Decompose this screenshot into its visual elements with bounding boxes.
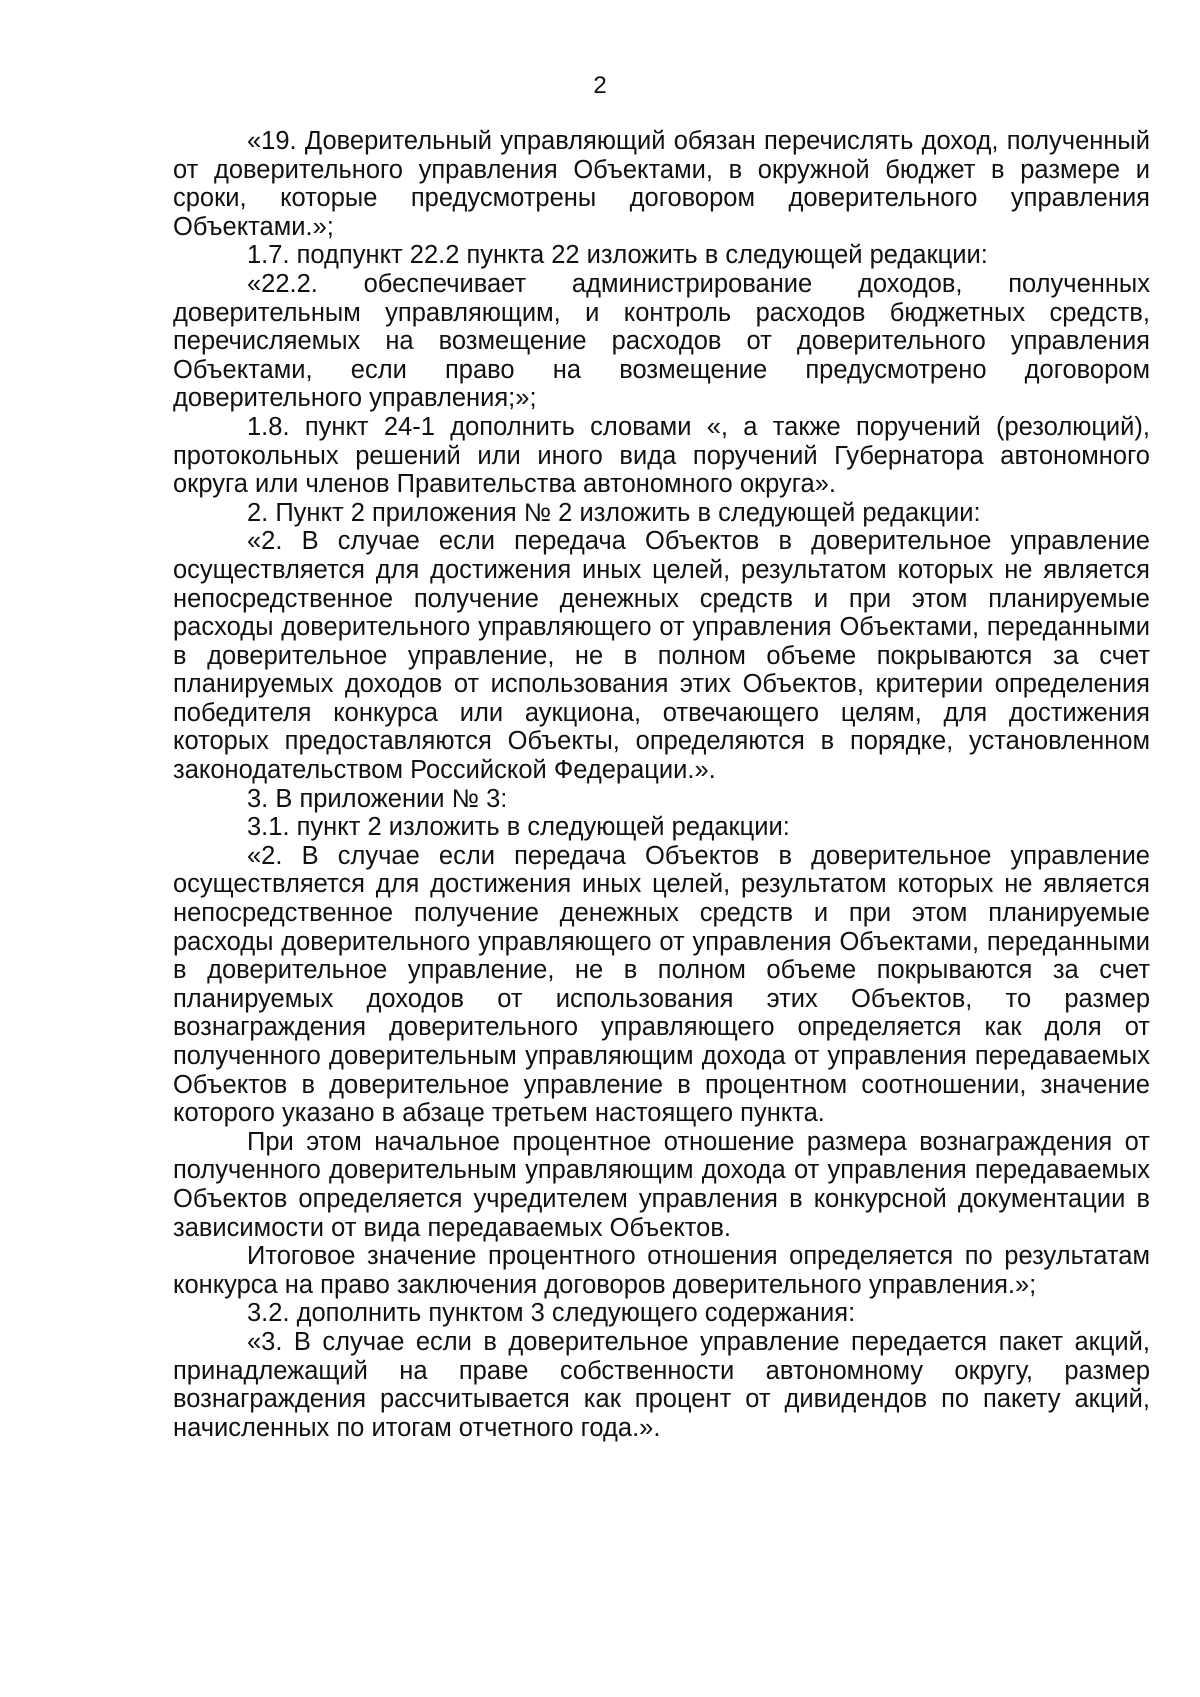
paragraph-item-19: «19. Доверительный управляющий обязан перечислять доход, полученный от доверительного управления Объектами, в окружной бюджет в размере и сроки, которые предусмотрены договором доверительного управления Объектами.»; bbox=[173, 127, 1150, 241]
paragraph-subitem-22-2: «22.2. обеспечивает администрирование доходов, полученных доверительным управляющим, и контроль расходов бюджетных средств, перечисляемых на возмещение расходов от доверительного управления Объектами, если право на возмещение предусмотрено договором доверительного управления;»; bbox=[173, 269, 1150, 413]
paragraph-amendment-3-2: 3.2. дополнить пунктом 3 следующего содержания: bbox=[247, 1299, 856, 1328]
paragraph-amendment-1-8: 1.8. пункт 24-1 дополнить словами «, а также поручений (резолюций), протокольных решений или иного вида поручений Губернатора автономного округа или членов Правительства автономного округа». bbox=[173, 412, 1150, 499]
paragraph-amendment-1-7: 1.7. подпункт 22.2 пункта 22 изложить в следующей редакции: bbox=[247, 241, 988, 270]
paragraph-amendment-2: 2. Пункт 2 приложения № 2 изложить в следующей редакции: bbox=[247, 498, 981, 527]
paragraph-annex2-item-2: «2. В случае если передача Объектов в доверительное управление осуществляется для достижения иных целей, результатом которых не является непосредственное получение денежных средств и при этом планируемые расходы доверительного управляющего от управления Объектами, переданными в доверительное управление, не в полном объеме покрываются за счет планируемых доходов от использования этих Объектов, критерии определения победителя конкурса или аукциона, отвечающего целям, для достижения которых предоставляются Объекты, определяются в порядке, установленном законодательством Российской Федерации.». bbox=[173, 527, 1150, 785]
paragraph-final-percentage: Итоговое значение процентного отношения определяется по результатам конкурса на право заключения договоров доверительного управления.»; bbox=[173, 1242, 1150, 1299]
paragraph-amendment-3-1: 3.1. пункт 2 изложить в следующей редакции: bbox=[247, 813, 790, 842]
paragraph-annex3-item-2: «2. В случае если передача Объектов в доверительное управление осуществляется для достижения иных целей, результатом которых не является непосредственное получение денежных средств и при этом планируемые расходы доверительного управляющего от управления Объектами, переданными в доверительное управление, не в полном объеме покрываются за счет планируемых доходов от использования этих Объектов, то размер вознаграждения доверительного управляющего определяется как доля от полученного доверительным управляющим дохода от управления передаваемых Объектов в доверительное управление в процентном соотношении, значение которого указано в абзаце третьем настоящего пункта. bbox=[173, 841, 1150, 1128]
page-number: 2 bbox=[593, 72, 607, 99]
paragraph-amendment-3: 3. В приложении № 3: bbox=[247, 784, 508, 813]
paragraph-annex3-item-3: «3. В случае если в доверительное управление передается пакет акций, принадлежащий на праве собственности автономному округу, размер вознаграждения рассчитывается как процент от дивидендов по пакету акций, начисленных по итогам отчетного года.». bbox=[173, 1327, 1150, 1442]
document-body bbox=[173, 127, 1150, 1442]
paragraph-initial-percentage: При этом начальное процентное отношение размера вознаграждения от полученного доверительным управляющим дохода от управления передаваемых Объектов определяется учредителем управления в конкурсной документации в зависимости от вида передаваемых Объектов. bbox=[173, 1127, 1150, 1242]
